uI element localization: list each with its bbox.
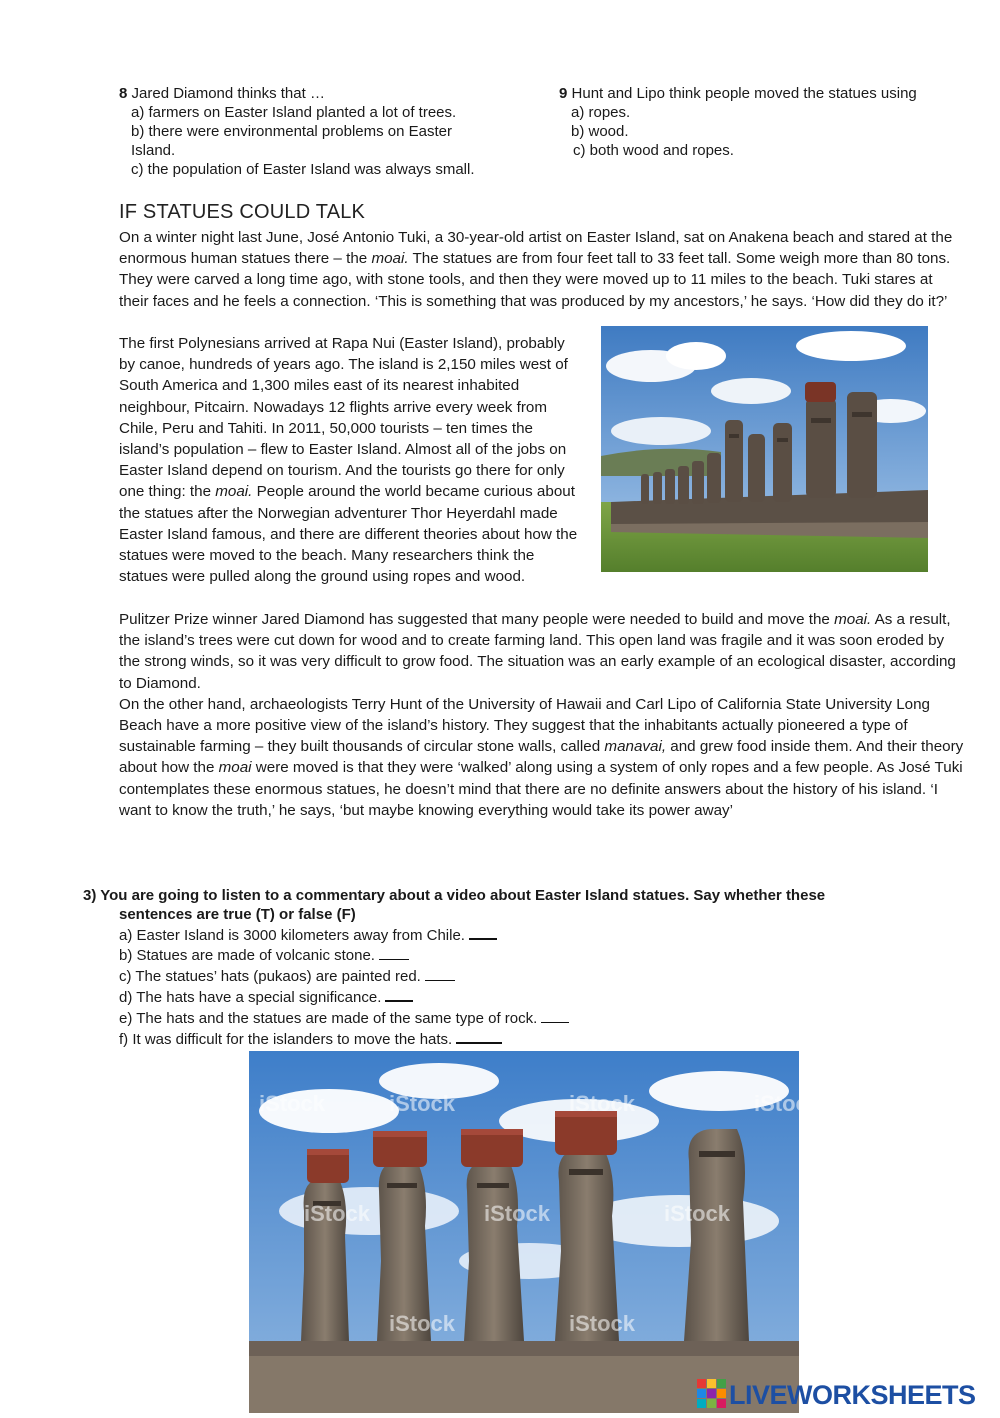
- italic-term: moai.: [834, 611, 872, 628]
- exercise-3: [83, 886, 953, 1049]
- exercise-heading-continued: sentences are true (T) or false (F): [119, 906, 356, 923]
- item-text: f) It was difficult for the islanders to move the hats.: [119, 1031, 453, 1049]
- text-run: People around the world became curious about the statues after the Norwegian adventurer Thor Heyerdahl made Easter Island famous, and there are different theories about how the statues were moved to the beach. Many researchers think the statues were pulled along the ground using ropes and wood.: [119, 483, 578, 586]
- option-a: a) ropes.: [571, 104, 631, 121]
- true-false-item-c: [83, 966, 953, 986]
- item-text: d) The hats have a special significance.: [119, 989, 382, 1007]
- moai-row-photo: [601, 326, 928, 572]
- text-run: On a winter night last June, José Antonio Tuki, a 30-year-old artist on Easter Island, sat on Anakena beach and stared at the enormous human statues there – the: [119, 229, 953, 268]
- watermark: iStock: [389, 1091, 456, 1116]
- text-run: On the other hand, archaeologists Terry Hunt of the University of Hawaii and Carl Lipo of California State University Long Beach have a more positive view of the island’s history. They suggest that the inhabitants actually pioneered a type of sustainable farming – they built thousands of circular stone walls, called: [119, 695, 930, 756]
- answer-blank[interactable]: [379, 945, 409, 960]
- item-text: c) The statues’ hats (pukaos) are painted red.: [119, 967, 421, 985]
- item-text: a) Easter Island is 3000 kilometers away from Chile.: [119, 927, 465, 944]
- true-false-item-d: [83, 986, 953, 1007]
- answer-blank[interactable]: [469, 924, 497, 940]
- watermark: iStock: [259, 1091, 326, 1116]
- text-run: and grew food inside them. And their theory about how the: [119, 738, 964, 777]
- item-text: e) The hats and the statues are made of the same type of rock.: [119, 1009, 538, 1027]
- true-false-item-e: [83, 1008, 953, 1028]
- text-run: The first Polynesians arrived at Rapa Nui (Easter Island), probably by canoe, hundreds of years ago. The island is 2,150 miles west of South America and 1,300 miles east of its nearest inhabited neighbour, Pitcairn. Nowadays 12 flights arrive every week from Chile, Peru and Tahiti. In 2011, 50,000 tourists – ten times the island’s population – flew to Easter Island. Almost all of the jobs on Easter Island depend on tourism. And the tourists go there for only one thing: the: [119, 335, 568, 501]
- true-false-item-f: [83, 1028, 953, 1049]
- question-stem: Jared Diamond thinks that …: [131, 85, 325, 102]
- italic-term: moai.: [371, 250, 409, 268]
- option-b: b) there were environmental problems on Easter: [131, 123, 452, 140]
- article-paragraph-1: [119, 227, 964, 312]
- question-9: [559, 84, 979, 160]
- item-text: b) Statues are made of volcanic stone.: [119, 947, 375, 965]
- text-run: The statues are from four feet tall to 33 feet tall. Some weigh more than 80 tons. They were carved a long time ago, with stone tools, and then they were moved up to 11 miles to the beach. Tuki stares at their faces and he feels a connection. ‘This is something that was produced by my ancestors,’ he says. ‘How did they do it?’: [119, 250, 951, 310]
- exercise-heading: 3) You are going to listen to a commentary about a video about Easter Island statues. Say whether these: [83, 887, 826, 904]
- article-paragraph-2: [119, 333, 584, 587]
- true-false-item-a: [83, 924, 953, 945]
- text-run: were moved is that they were ‘walked’ along using a system of only ropes and a few people. As José Tuki contemplates these enormous statues, he doesn’t mind that there are no definite answers about the history of his island. ‘I want to know the truth,’ he says, ‘but maybe knowing everything would take its power away’: [119, 759, 963, 819]
- question-8: [119, 84, 539, 179]
- article-paragraph-3-4: [119, 609, 964, 821]
- moai-with-hats-photo: [249, 1051, 821, 1413]
- watermark: iStock: [754, 1091, 821, 1116]
- question-number: 8: [119, 85, 128, 102]
- question-number: 9: [559, 85, 568, 102]
- text-run: Pulitzer Prize winner Jared Diamond has suggested that many people were needed to build and move the: [119, 611, 835, 628]
- true-false-item-b: [83, 945, 953, 965]
- option-b: b) wood.: [571, 123, 629, 140]
- text-run: As a result, the island’s trees were cut down for wood and to create farming land. This open land was fragile and it was soon eroded by the strong winds, so it was very difficult to grow food. The situation was an early example of an ecological disaster, according to Diamond.: [119, 611, 956, 692]
- answer-blank[interactable]: [541, 1008, 569, 1023]
- italic-term: moai.: [215, 483, 253, 501]
- italic-term: manavai,: [604, 738, 667, 756]
- watermark: iStock: [484, 1201, 551, 1226]
- italic-term: moai: [218, 759, 252, 777]
- option-c: c) both wood and ropes.: [573, 142, 734, 159]
- option-b-continued: Island.: [131, 142, 176, 159]
- watermark: iStock: [569, 1311, 636, 1336]
- watermark: iStock: [304, 1201, 371, 1226]
- watermark: iStock: [569, 1091, 636, 1116]
- article-paragraph-4: [119, 694, 964, 821]
- option-a: a) farmers on Easter Island planted a lot of trees.: [131, 104, 457, 121]
- article-paragraph-3: [119, 609, 964, 694]
- article-title: IF STATUES COULD TALK: [119, 201, 366, 223]
- watermark: iStock: [389, 1311, 456, 1336]
- answer-blank[interactable]: [456, 1028, 502, 1044]
- answer-blank[interactable]: [425, 966, 455, 981]
- liveworksheets-logo: [697, 1378, 997, 1410]
- question-stem: Hunt and Lipo think people moved the statues using: [571, 85, 917, 102]
- option-c: c) the population of Easter Island was always small.: [131, 161, 475, 178]
- answer-blank[interactable]: [385, 986, 413, 1002]
- logo-text: LIVEWORKSHEETS: [729, 1380, 976, 1410]
- logo-grid-icon: [697, 1379, 727, 1409]
- watermark: iStock: [664, 1201, 731, 1226]
